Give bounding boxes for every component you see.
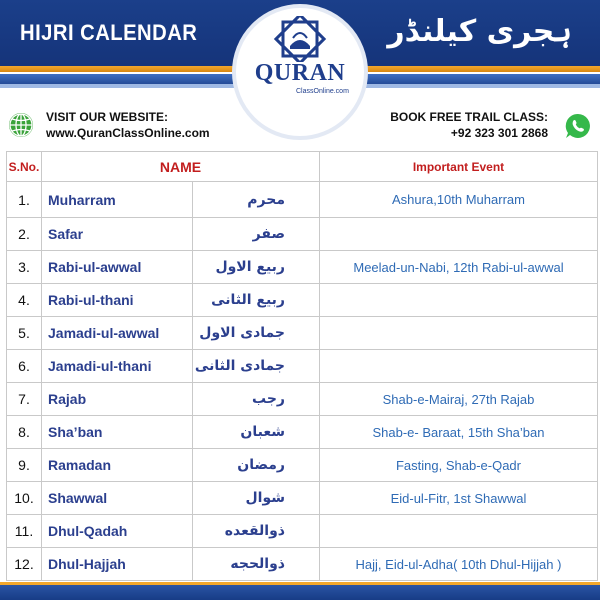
row-month-english: Rabi-ul-awwal [42,251,193,284]
table-row [7,548,598,581]
row-important-event: Fasting, Shab-e-Qadr [320,449,598,482]
row-serial-number: 3. [7,251,42,284]
row-month-english: Ramadan [42,449,193,482]
row-serial-number: 6. [7,350,42,383]
row-important-event [320,317,598,350]
header-name: NAME [42,152,320,182]
row-important-event: Eid-ul-Fitr, 1st Shawwal [320,482,598,515]
row-important-event: Hajj, Eid-ul-Adha( 10th Dhul-Hijjah ) [320,548,598,581]
logo-subtext: ClassOnline.com [296,88,349,95]
table-row [7,416,598,449]
row-important-event [320,515,598,548]
book-class-label: BOOK FREE TRAIL CLASS: [390,110,548,124]
table-row [7,515,598,548]
table-row [7,383,598,416]
row-important-event: Shab-e- Baraat, 15th Sha’ban [320,416,598,449]
table-row [7,449,598,482]
table-row [7,482,598,515]
row-month-arabic: ذوالقعده [193,515,320,548]
row-serial-number: 4. [7,284,42,317]
row-month-arabic: رمضان [193,449,320,482]
table-row [7,350,598,383]
globe-icon [8,112,34,138]
phone-number[interactable]: +92 323 301 2868 [450,126,548,140]
row-month-english: Rabi-ul-thani [42,284,193,317]
row-serial-number: 12. [7,548,42,581]
quran-logo-icon [271,16,329,62]
row-month-english: Dhul-Qadah [42,515,193,548]
row-serial-number: 10. [7,482,42,515]
logo-wordmark: QURAN [254,60,346,86]
row-month-english: Jamadi-ul-awwal [42,317,193,350]
row-month-arabic: محرم [193,182,320,218]
table-row [7,284,598,317]
row-month-english: Sha’ban [42,416,193,449]
row-month-arabic: شوال [193,482,320,515]
table-row [7,317,598,350]
row-serial-number: 5. [7,317,42,350]
table-row [7,218,598,251]
contact-row [0,104,600,144]
row-month-arabic: صفر [193,218,320,251]
row-month-arabic: ذوالحجه [193,548,320,581]
title-english: HIJRI CALENDAR [20,20,198,45]
row-important-event: Meelad-un-Nabi, 12th Rabi-ul-awwal [320,251,598,284]
hijri-calendar-table [6,151,598,581]
table-row [7,251,598,284]
row-important-event: Shab-e-Mairaj, 27th Rajab [320,383,598,416]
row-month-arabic: شعبان [193,416,320,449]
table-row [7,182,598,218]
row-month-english: Dhul-Hajjah [42,548,193,581]
row-serial-number: 2. [7,218,42,251]
row-serial-number: 7. [7,383,42,416]
header-serial-number: S.No. [7,152,42,182]
row-month-arabic: جمادى الثانى [193,350,320,383]
website-link[interactable]: www.QuranClassOnline.com [46,126,210,140]
row-important-event [320,284,598,317]
visit-website-label: VISIT OUR WEBSITE: [46,110,169,124]
row-serial-number: 11. [7,515,42,548]
row-important-event [320,350,598,383]
footer-bar [0,585,600,600]
row-month-english: Shawwal [42,482,193,515]
table-header-row [7,152,598,182]
row-serial-number: 8. [7,416,42,449]
header-important-event: Important Event [320,152,598,182]
row-month-english: Rajab [42,383,193,416]
row-important-event: Ashura,10th Muharram [320,182,598,218]
row-month-english: Safar [42,218,193,251]
row-month-english: Jamadi-ul-thani [42,350,193,383]
row-serial-number: 9. [7,449,42,482]
row-month-arabic: جمادى الاول [193,317,320,350]
row-month-arabic: ربيع الثانى [193,284,320,317]
row-serial-number: 1. [7,182,42,218]
title-urdu: ہجری کیلنڈر [387,14,572,49]
row-month-arabic: ربيع الاول [193,251,320,284]
whatsapp-icon[interactable] [564,112,592,140]
row-important-event [320,218,598,251]
row-month-english: Muharram [42,182,193,218]
row-month-arabic: رجب [193,383,320,416]
